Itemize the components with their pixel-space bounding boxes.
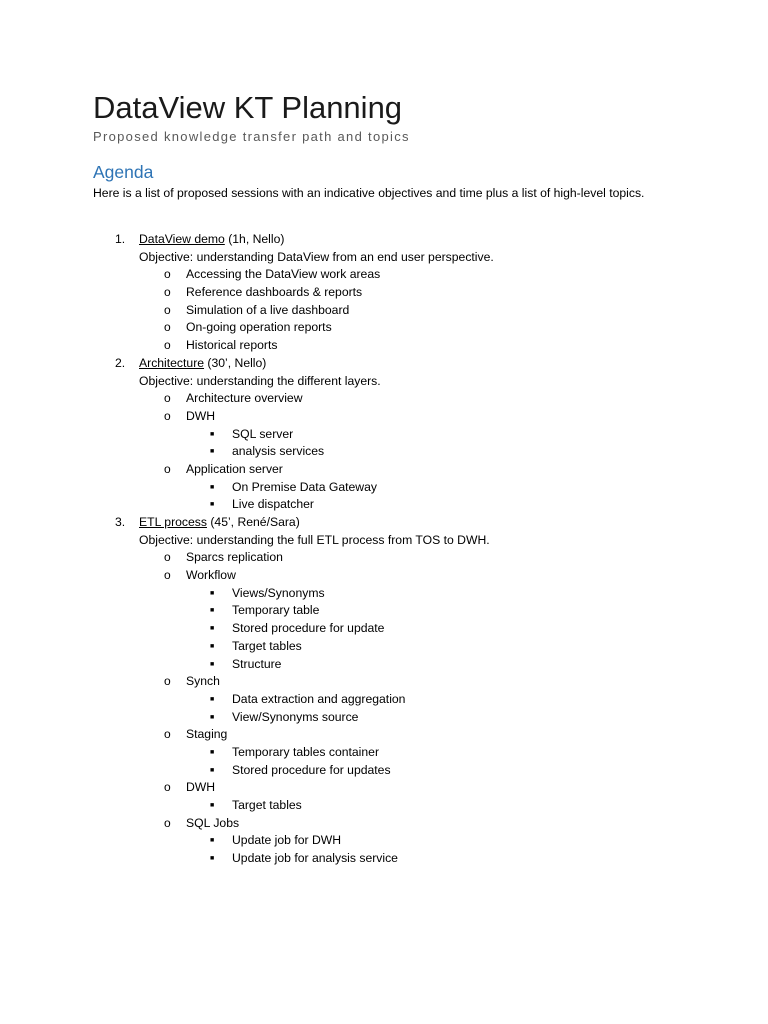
subtopic-item <box>0 620 768 638</box>
objective-text: Objective: understanding DataView from an end user perspective. <box>139 249 494 264</box>
session-meta: (1h, Nello) <box>224 232 285 246</box>
session-number: 1. <box>115 232 126 246</box>
circle-bullet-icon: o <box>164 338 171 353</box>
document-subtitle: Proposed knowledge transfer path and topics <box>93 129 410 144</box>
topic-label: Sparcs replication <box>186 550 283 565</box>
session-meta: (45’, René/Sara) <box>206 515 300 529</box>
topic-label: Synch <box>186 674 220 689</box>
session-heading <box>0 514 768 532</box>
subtopic-label: Structure <box>232 656 282 671</box>
subtopic-label: Target tables <box>232 798 302 812</box>
square-bullet-icon: ■ <box>210 642 215 650</box>
topic-label: SQL Jobs <box>186 815 240 830</box>
subtopic-item <box>0 602 768 620</box>
topic-item <box>0 726 768 744</box>
topic-label: Workflow <box>186 568 236 583</box>
subtopic-item <box>0 691 768 709</box>
topic-item <box>0 815 768 833</box>
subtopic-label: On Premise Data Gateway <box>232 479 377 494</box>
circle-bullet-icon: o <box>164 302 171 317</box>
circle-bullet-icon: o <box>164 320 171 335</box>
subtopic-item <box>0 850 768 868</box>
session-objective <box>0 532 768 550</box>
topic-item <box>0 549 768 567</box>
circle-bullet-icon: o <box>164 780 171 795</box>
subtopic-label: SQL server <box>232 426 294 441</box>
document-title: DataView KT Planning <box>93 90 403 125</box>
topic-label: Reference dashboards & reports <box>186 285 363 300</box>
topic-label: Accessing the DataView work areas <box>186 267 381 282</box>
square-bullet-icon: ■ <box>210 837 215 845</box>
square-bullet-icon: ■ <box>210 483 215 491</box>
subtopic-label: Update job for analysis service <box>232 851 398 866</box>
subtopic-item <box>0 797 768 815</box>
topic-item <box>0 567 768 585</box>
circle-bullet-icon: o <box>164 285 171 300</box>
session-name: DataView demo <box>139 232 225 246</box>
subtopic-label: Target tables <box>232 638 302 653</box>
square-bullet-icon: ■ <box>210 748 215 756</box>
circle-bullet-icon: o <box>164 391 171 406</box>
topic-label: On-going operation reports <box>186 320 332 335</box>
square-bullet-icon: ■ <box>210 695 215 703</box>
subtopic-item <box>0 479 768 497</box>
square-bullet-icon: ■ <box>210 766 215 774</box>
square-bullet-icon: ■ <box>210 430 215 438</box>
subtopic-item <box>0 744 768 762</box>
subtopic-item <box>0 656 768 674</box>
square-bullet-icon: ■ <box>210 448 215 456</box>
topic-item <box>0 302 768 320</box>
topic-label: Application server <box>186 461 283 476</box>
session-heading <box>0 355 768 373</box>
subtopic-label: View/Synonyms source <box>232 709 359 724</box>
topic-item <box>0 337 768 355</box>
topic-item <box>0 319 768 337</box>
session-title <box>139 355 266 373</box>
subtopic-item <box>0 443 768 461</box>
topic-item <box>0 673 768 691</box>
topic-label: Historical reports <box>186 338 278 353</box>
topic-label: Simulation of a live dashboard <box>186 302 350 317</box>
square-bullet-icon: ■ <box>210 713 215 721</box>
topic-item <box>0 284 768 302</box>
circle-bullet-icon: o <box>164 568 171 583</box>
session-number: 2. <box>115 355 126 370</box>
square-bullet-icon: ■ <box>210 625 215 633</box>
subtopic-item <box>0 762 768 780</box>
topic-item <box>0 461 768 479</box>
agenda-list <box>0 231 768 868</box>
subtopic-label: analysis services <box>232 444 325 459</box>
session-number: 3. <box>115 515 126 529</box>
topic-label: DWH <box>186 780 216 795</box>
square-bullet-icon: ■ <box>210 660 215 668</box>
subtopic-label: Temporary table <box>232 603 320 618</box>
session-title <box>139 514 300 532</box>
session-name: ETL process <box>139 515 207 529</box>
topic-item <box>0 390 768 408</box>
topic-item <box>0 779 768 797</box>
subtopic-item <box>0 832 768 850</box>
square-bullet-icon: ■ <box>210 589 215 597</box>
subtopic-label: Stored procedure for updates <box>232 762 391 777</box>
subtopic-label: Views/Synonyms <box>232 585 325 600</box>
objective-text: Objective: understanding the different layers. <box>139 373 381 388</box>
topic-label: DWH <box>186 408 216 423</box>
subtopic-item <box>0 585 768 603</box>
subtopic-item <box>0 496 768 514</box>
session-objective <box>0 249 768 267</box>
subtopic-item <box>0 709 768 727</box>
circle-bullet-icon: o <box>164 550 171 565</box>
session-name: Architecture <box>139 355 205 370</box>
session-heading <box>0 231 768 249</box>
objective-text: Objective: understanding the full ETL process from TOS to DWH. <box>139 532 490 547</box>
topic-label: Architecture overview <box>186 391 303 406</box>
subtopic-label: Stored procedure for update <box>232 621 385 636</box>
subtopic-label: Temporary tables container <box>232 744 379 759</box>
square-bullet-icon: ■ <box>210 802 215 809</box>
square-bullet-icon: ■ <box>210 501 215 509</box>
circle-bullet-icon: o <box>164 408 171 423</box>
circle-bullet-icon: o <box>164 461 171 476</box>
subtopic-label: Update job for DWH <box>232 833 342 848</box>
subtopic-item <box>0 638 768 656</box>
square-bullet-icon: ■ <box>210 855 215 863</box>
circle-bullet-icon: o <box>164 815 171 830</box>
intro-paragraph: Here is a list of proposed sessions with an indicative objectives and time plus a list of high-level topics. <box>93 186 645 200</box>
session-meta: (30’, Nello) <box>204 355 267 370</box>
topic-item <box>0 408 768 426</box>
session-objective <box>0 373 768 391</box>
subtopic-item <box>0 426 768 444</box>
square-bullet-icon: ■ <box>210 607 215 615</box>
topic-label: Staging <box>186 727 228 742</box>
section-heading-agenda: Agenda <box>93 162 154 182</box>
circle-bullet-icon: o <box>164 674 171 689</box>
subtopic-label: Live dispatcher <box>232 497 314 512</box>
session-title <box>139 231 284 249</box>
subtopic-label: Data extraction and aggregation <box>232 691 406 706</box>
circle-bullet-icon: o <box>164 267 171 282</box>
circle-bullet-icon: o <box>164 727 171 742</box>
topic-item <box>0 266 768 284</box>
